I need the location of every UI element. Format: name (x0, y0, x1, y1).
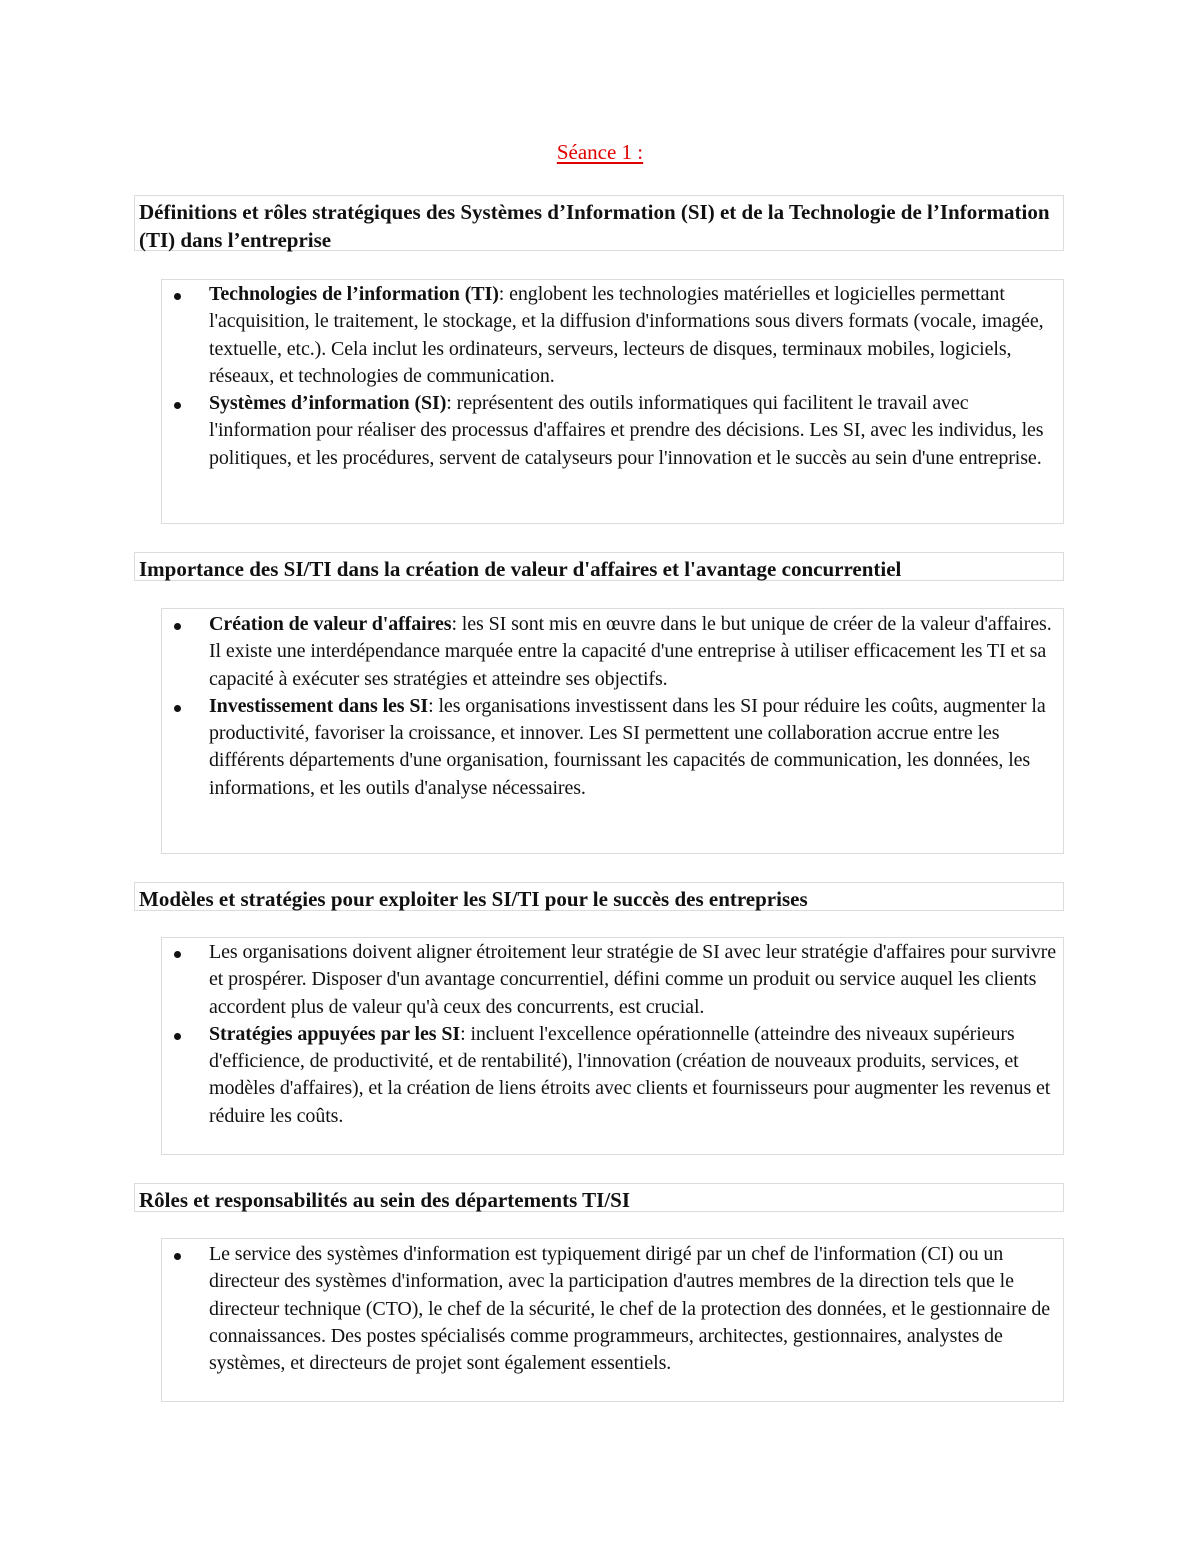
bullet-icon (174, 402, 181, 409)
bullet-icon (174, 293, 181, 300)
bullet-icon (174, 623, 181, 630)
list-item (162, 693, 1063, 802)
section-heading-text: Modèles et stratégies pour exploiter les SI/TI pour le succès des entreprises (139, 887, 808, 911)
list-item (162, 1021, 1063, 1130)
list-item (162, 611, 1063, 693)
bullet-text: : les SI sont mis en œuvre dans le but unique de créer de la valeur d'affaires. Il existe une interdépendance marquée entre la capacité d'une entreprise à utiliser efficacement les TI et sa capacité à exécuter ses stratégies et atteindre ses objectifs. (209, 613, 1052, 690)
section-heading-3 (134, 882, 1064, 911)
section-heading-2 (134, 552, 1064, 581)
section-list-3 (161, 937, 1064, 1155)
bullet-icon (174, 705, 181, 712)
section-list-2 (161, 608, 1064, 854)
bullet-icon (174, 951, 181, 958)
list-item (162, 939, 1063, 1021)
page-title: Séance 1 : (556, 140, 644, 164)
bullet-term: Investissement dans les SI (209, 694, 429, 717)
bullet-text: : incluent l'excellence opérationnelle (atteindre des niveaux supérieurs d'efficience, de productivité, et de rentabilité), l'innovation (création de nouveaux produits, services, et modèles d'affaires), et la création de liens étroits avec clients et fournisseurs pour augmenter les revenus et réduire les coûts. (209, 1022, 1051, 1127)
list-item (162, 390, 1063, 472)
section-heading-1 (134, 195, 1064, 251)
list-item (162, 1241, 1063, 1377)
bullet-icon (174, 1253, 181, 1260)
bullet-text: : les organisations investissent dans les SI pour réduire les coûts, augmenter la productivité, favoriser la croissance, et innover. Les SI permettent une collaboration accrue entre les différents départements d'une organisation, fournissant les capacités de communication, les données, les informations, et les outils d'analyse nécessaires. (209, 694, 1046, 799)
bullet-term: Stratégies appuyées par les SI (209, 1022, 461, 1045)
bullet-term: Création de valeur d'affaires (209, 613, 452, 635)
bullet-term: Technologies de l’information (TI) (209, 283, 499, 305)
section-list-4 (161, 1238, 1064, 1402)
section-heading-text: Importance des SI/TI dans la création de valeur d'affaires et l'avantage concurrentiel (139, 557, 902, 581)
section-list-1 (161, 279, 1064, 524)
list-item (162, 281, 1063, 390)
section-heading-text: Définitions et rôles stratégiques des Systèmes d’Information (SI) et de la Technologie de l’Information (TI) dans l’entreprise (139, 200, 1050, 252)
bullet-text: : englobent les technologies matérielles et logicielles permettant l'acquisition, le traitement, le stockage, et la diffusion d'informations sous divers formats (vocale, imagée, textuelle, etc.). Cela inclut les ordinateurs, serveurs, lecteurs de disques, terminaux mobiles, logiciels, réseaux, et technologies de communication. (209, 283, 1044, 387)
bullet-term: Systèmes d’information (SI) (209, 392, 447, 415)
bullet-text: Le service des systèmes d'information est typiquement dirigé par un chef de l'information (CI) ou un directeur des systèmes d'information, avec la participation d'autres membres de la direction tels que le directeur technique (CTO), le chef de la sécurité, le chef de la protection des données, et le gestionnaire de connaissances. Des postes spécialisés comme programmeurs, architectes, gestionnaires, analystes de systèmes, et directeurs de projet sont également essentiels. (209, 1243, 1051, 1375)
bullet-text: Les organisations doivent aligner étroitement leur stratégie de SI avec leur stratégie d'affaires pour survivre et prospérer. Disposer d'un avantage concurrentiel, défini comme un produit ou service auquel les clients accordent plus de valeur qu'à ceux des concurrents, est crucial. (209, 941, 1057, 1018)
bullet-icon (174, 1033, 181, 1040)
section-heading-4 (134, 1183, 1064, 1212)
bullet-text: : représentent des outils informatiques qui facilitent le travail avec l'information pour réaliser des processus d'affaires et prendre des décisions. Les SI, avec les individus, les politiques, et les procédures, servent de catalyseurs pour l'innovation et le succès au sein d'une entreprise. (209, 392, 1044, 469)
section-heading-text: Rôles et responsabilités au sein des départements TI/SI (139, 1188, 631, 1212)
